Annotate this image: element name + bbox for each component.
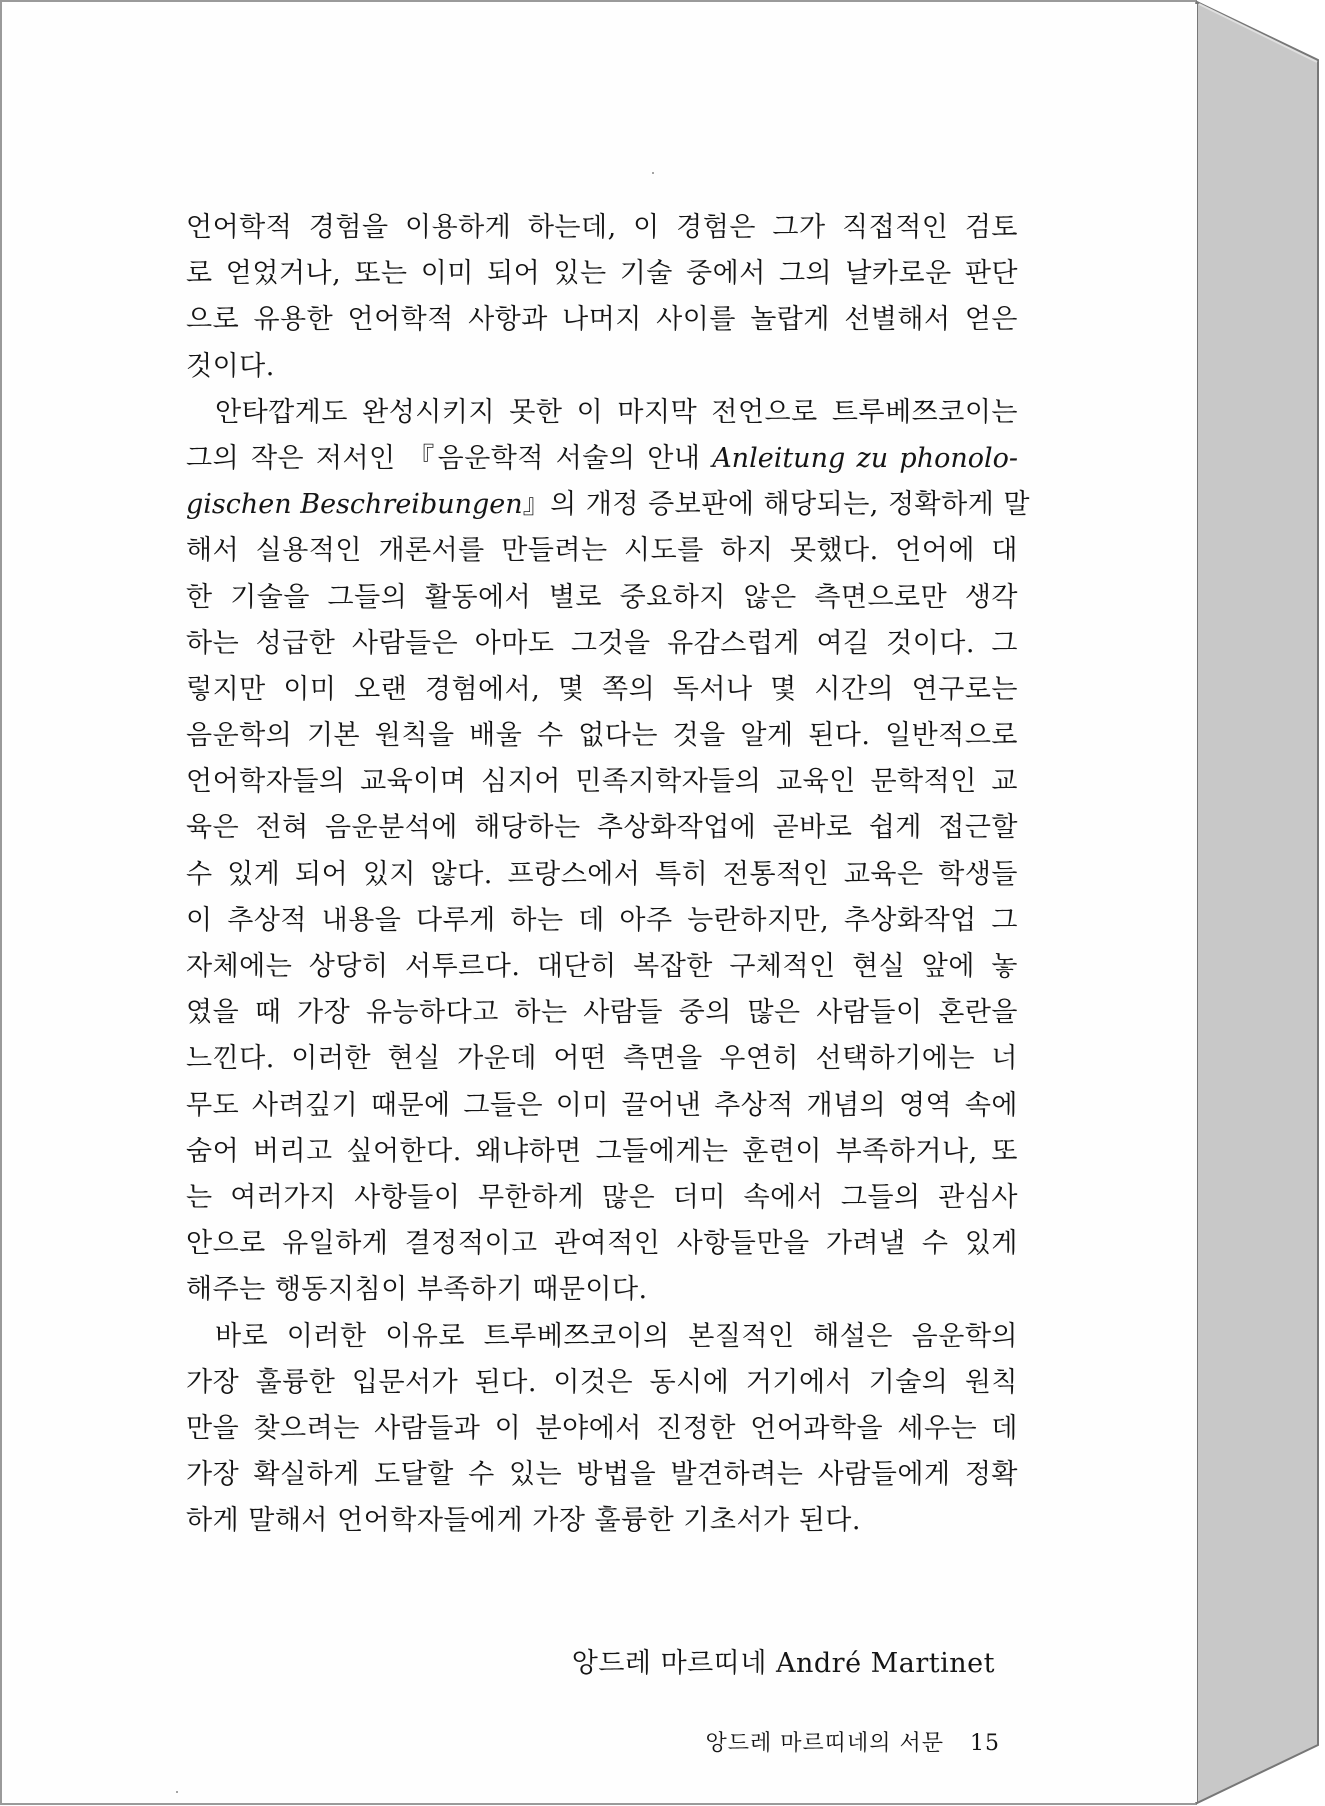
footer-section-title: 앙드레 마르띠네의 서문 xyxy=(705,1731,944,1756)
text-line: 자체에는 상당히 서투르다. 대단히 복잡한 구체적인 현실 앞에 놓 xyxy=(186,951,1018,982)
text-line: 가장 확실하게 도달할 수 있는 방법을 발견하려는 사람들에게 정확 xyxy=(186,1459,1018,1491)
text-line: 가장 훌륭한 입문서가 된다. 이것은 동시에 거기에서 기술의 원칙 xyxy=(186,1366,1018,1398)
text-line: 으로 유용한 언어학적 사항과 나머지 사이를 놀랍게 선별해서 얻은 xyxy=(186,304,1018,336)
text-line: 하는 성급한 사람들은 아마도 그것을 유감스럽게 여길 것이다. 그 xyxy=(186,627,1018,659)
text-line: 해서 실용적인 개론서를 만들려는 시도를 하지 못했다. 언어에 대 xyxy=(186,535,1018,567)
text-line: 안으로 유일하게 결정적이고 관여적인 사항들만을 가려낼 수 있게 xyxy=(186,1228,1018,1260)
text-line: 무도 사려깊기 때문에 그들은 이미 끌어낸 추상적 개념의 영역 속에 xyxy=(186,1089,1018,1121)
running-footer xyxy=(705,1726,1000,1757)
text-line-with-italic xyxy=(186,436,1018,482)
text-line: 음운학의 기본 원칙을 배울 수 없다는 것을 알게 된다. 일반적으로 xyxy=(186,720,1018,752)
text-segment: 』의 개정 증보판에 해당되는, 정확하게 말 xyxy=(522,489,1030,521)
italic-book-title-cont: gischen Beschreibungen xyxy=(186,489,523,521)
text-line: 것이다. xyxy=(186,350,275,382)
text-line: 만을 찾으려는 사람들과 이 분야에서 진정한 언어과학을 세우는 데 xyxy=(186,1412,1018,1444)
italic-book-title: Anleitung zu phonolo- xyxy=(712,442,1018,474)
text-line: 느낀다. 이러한 현실 가운데 어떤 측면을 우연히 선택하기에는 너 xyxy=(186,1043,1018,1075)
scan-speck xyxy=(652,172,654,174)
text-line: 숨어 버리고 싶어한다. 왜냐하면 그들에게는 훈련이 부족하거나, 또 xyxy=(186,1135,1018,1167)
text-line: 육은 전혀 음운분석에 해당하는 추상화작업에 곧바로 쉽게 접근할 xyxy=(186,812,1018,844)
body-text xyxy=(186,205,1030,1544)
text-line: 언어학자들의 교육이며 심지어 민족지학자들의 교육인 문학적인 교 xyxy=(186,766,1018,798)
text-line: 하게 말해서 언어학자들에게 가장 훌륭한 기초서가 된다. xyxy=(186,1505,861,1537)
text-line: 한 기술을 그들의 활동에서 별로 중요하지 않은 측면으로만 생각 xyxy=(186,581,1018,613)
paragraph-first-line: 바로 이러한 이유로 트루베쯔코이의 본질적인 해설은 음운학의 xyxy=(215,1320,1018,1352)
text-segment: 그의 작은 저서인 『음운학적 서술의 안내 xyxy=(186,442,713,474)
paragraph-first-line: 안타깝게도 완성시키지 못한 이 마지막 전언으로 트루베쯔코이는 xyxy=(215,396,1018,428)
text-line-with-italic xyxy=(186,482,1030,528)
text-line: 렇지만 이미 오랜 경험에서, 몇 쪽의 독서나 몇 시간의 연구로는 xyxy=(186,673,1018,705)
text-line: 는 여러가지 사항들이 무한하게 많은 더미 속에서 그들의 관심사 xyxy=(186,1181,1018,1213)
text-line: 수 있게 되어 있지 않다. 프랑스에서 특히 전통적인 교육은 학생들 xyxy=(186,858,1018,890)
scan-speck xyxy=(176,1791,178,1793)
text-line: 언어학적 경험을 이용하게 하는데, 이 경험은 그가 직접적인 검토 xyxy=(186,212,1018,243)
text-line: 로 얻었거나, 또는 이미 되어 있는 기술 중에서 그의 날카로운 판단 xyxy=(186,258,1018,290)
text-line: 해주는 행동지침이 부족하기 때문이다. xyxy=(186,1274,648,1306)
text-line: 이 추상적 내용을 다루게 하는 데 아주 능란하지만, 추상화작업 그 xyxy=(186,904,1018,936)
page-number: 15 xyxy=(970,1731,1000,1756)
author-signature: 앙드레 마르띠네 André Martinet xyxy=(571,1648,995,1679)
text-line: 였을 때 가장 유능하다고 하는 사람들 중의 많은 사람들이 혼란을 xyxy=(186,997,1018,1029)
